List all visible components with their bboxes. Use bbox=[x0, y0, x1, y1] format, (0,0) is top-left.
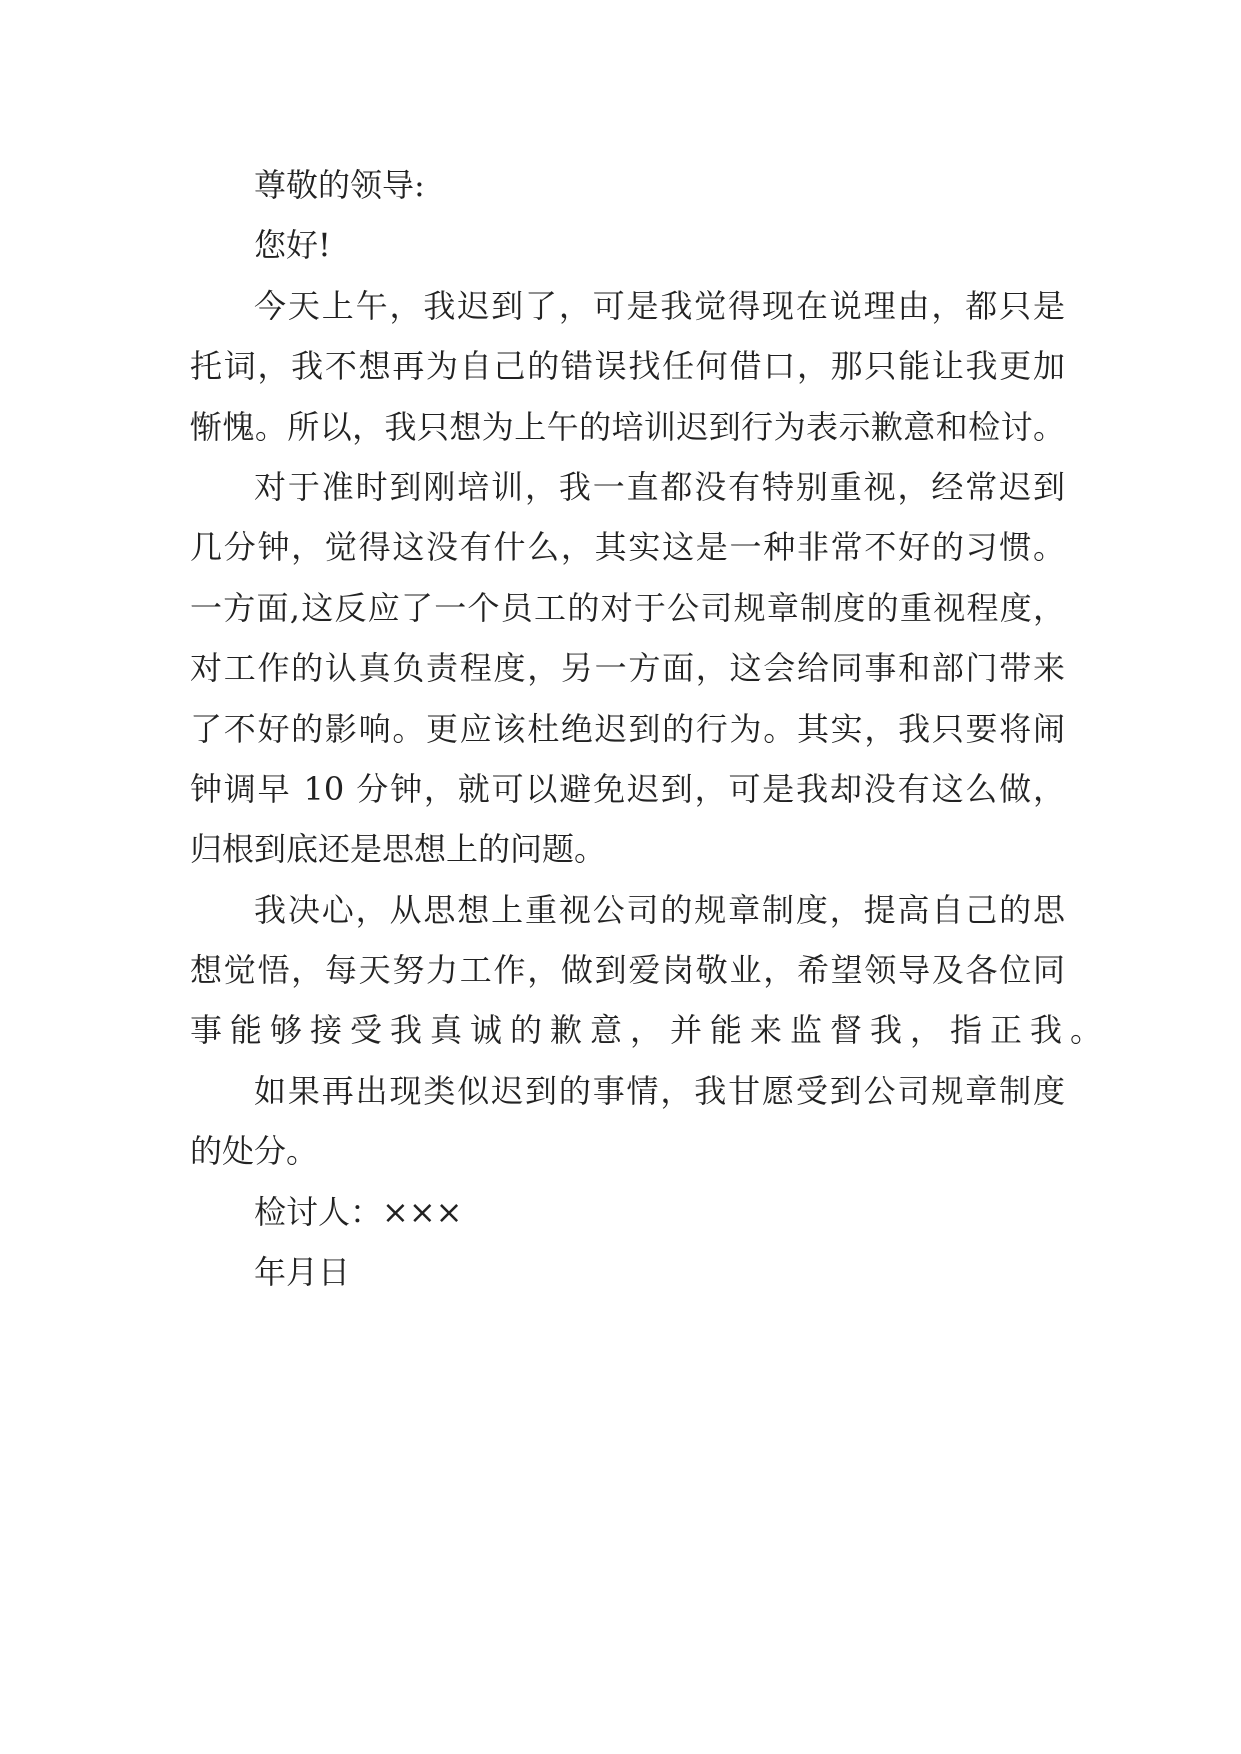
paragraph-3-line-2: 想觉悟，每天努力工作，做到爱岗敬业，希望领导及各位同 bbox=[190, 951, 1065, 990]
paragraph-4-line-2: 的处分。 bbox=[190, 1132, 319, 1171]
paragraph-2-line-5: 了不好的影响。更应该杜绝迟到的行为。其实，我只要将闹 bbox=[190, 709, 1065, 748]
greeting: 您好! bbox=[254, 226, 331, 265]
paragraph-4-line-1: 如果再出现类似迟到的事情，我甘愿受到公司规章制度 bbox=[254, 1071, 1065, 1110]
paragraph-2-line-6: 钟调早 10 分钟，就可以避免迟到，可是我却没有这么做， bbox=[190, 769, 1065, 808]
paragraph-2-line-3: 一方面,这反应了一个员工的对于公司规章制度的重视程度， bbox=[190, 588, 1065, 627]
paragraph-3-line-3: 事能够接受我真诚的歉意，并能来监督我，指正我。 bbox=[190, 1011, 1111, 1050]
paragraph-2-line-4: 对工作的认真负责程度，另一方面，这会给同事和部门带来 bbox=[190, 649, 1065, 688]
paragraph-1-line-3: 惭愧。所以，我只想为上午的培训迟到行为表示歉意和检讨。 bbox=[190, 407, 1065, 446]
signature: 检讨人：××× bbox=[254, 1192, 463, 1231]
date: 年月日 bbox=[254, 1253, 351, 1292]
paragraph-2-line-1: 对于准时到刚培训，我一直都没有特别重视，经常迟到 bbox=[254, 467, 1065, 506]
salutation: 尊敬的领导: bbox=[254, 166, 425, 204]
paragraph-1-line-1: 今天上午，我迟到了，可是我觉得现在说理由，都只是 bbox=[254, 286, 1065, 325]
paragraph-1-line-2: 托词，我不想再为自己的错误找任何借口，那只能让我更加 bbox=[190, 347, 1065, 386]
paragraph-3-line-1: 我决心，从思想上重视公司的规章制度，提高自己的思 bbox=[254, 890, 1065, 929]
paragraph-2-line-7: 归根到底还是思想上的问题。 bbox=[190, 830, 607, 869]
letter-body bbox=[190, 155, 1111, 1302]
paragraph-2-line-2: 几分钟，觉得这没有什么，其实这是一种非常不好的习惯。 bbox=[190, 528, 1065, 567]
